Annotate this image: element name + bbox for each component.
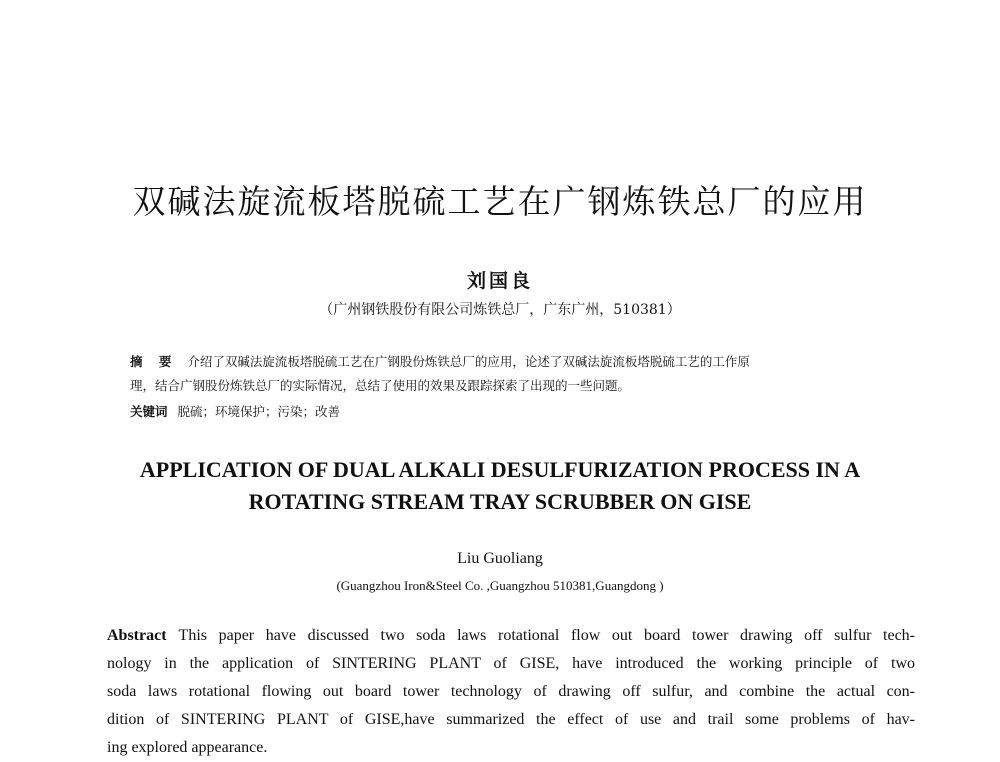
chinese-title: 双碱法旋流板塔脱硫工艺在广钢炼铁总厂的应用: [132, 182, 868, 221]
english-author: Liu Guoliang: [457, 550, 543, 567]
english-title-line: APPLICATION OF DUAL ALKALI DESULFURIZATION PROCESS IN A: [139, 457, 861, 482]
chinese-keywords: [130, 400, 875, 424]
english-title: [0, 454, 1000, 518]
english-abstract-line: soda laws rotational flowing out board tower technology of drawing off sulfur, and combine the actual con-: [107, 683, 915, 700]
english-affiliation: (Guangzhou Iron&Steel Co. ,Guangzhou 510381,Guangdong ): [336, 578, 664, 593]
english-title-line: ROTATING STREAM TRAY SCRUBBER ON GISE: [248, 489, 752, 514]
english-abstract-line: dition of SINTERING PLANT of GISE,have summarized the effect of use and trail some problems of hav-: [107, 711, 915, 728]
chinese-keywords-label: 关键词: [130, 404, 168, 419]
chinese-keywords-value: 脱硫；环境保护；污染；改善: [177, 404, 341, 419]
chinese-abstract: [130, 350, 875, 398]
chinese-abstract-line: 介绍了双碱法旋流板塔脱硫工艺在广钢股份炼铁总厂的应用，论述了双碱法旋流板塔脱硫工艺的工作原: [187, 354, 750, 369]
chinese-abstract-line: 理，结合广钢股份炼铁总厂的实际情况，总结了使用的效果及跟踪探索了出现的一些问题。: [130, 378, 631, 393]
english-abstract-text: This paper have discussed two soda laws rotational flow out board tower drawing off sulfur tech-: [178, 627, 915, 644]
chinese-affiliation: （广州钢铁股份有限公司炼铁总厂，广东广州，510381）: [319, 302, 681, 318]
english-abstract-line: ing explored appearance.: [107, 739, 268, 756]
english-abstract-line: [107, 622, 915, 650]
english-abstract: [107, 622, 915, 762]
english-abstract-line: nology in the application of SINTERING PLANT of GISE, have introduced the working principle of two: [107, 655, 915, 672]
chinese-author: 刘国良: [466, 270, 533, 292]
chinese-abstract-label: 摘 要: [130, 354, 178, 369]
english-abstract-label: Abstract: [107, 627, 167, 644]
